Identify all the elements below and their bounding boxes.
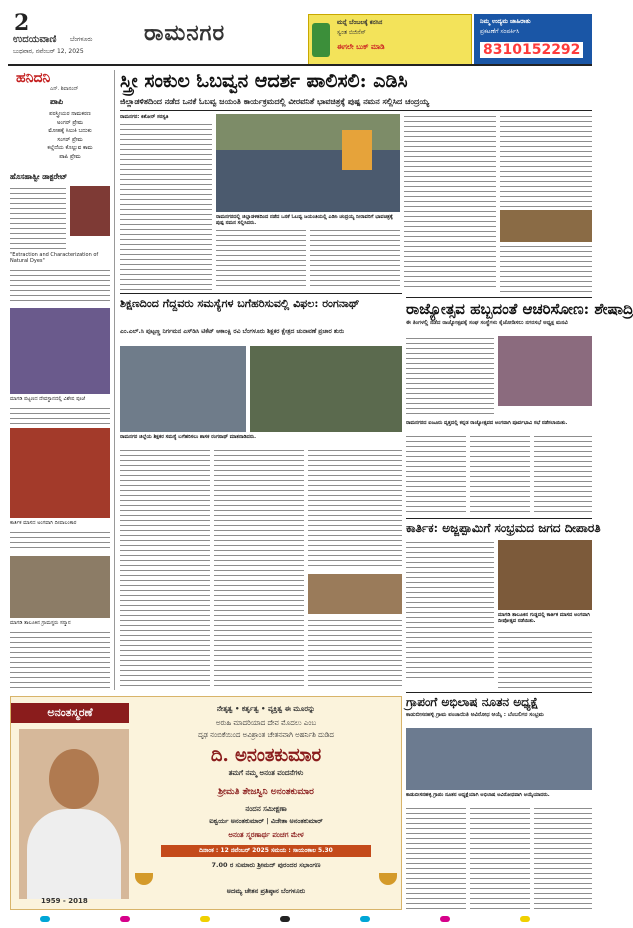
color-swatch	[440, 916, 450, 922]
page-number: 2	[14, 10, 30, 36]
lead-text-col1	[120, 122, 212, 290]
doctorate-text-2	[10, 268, 110, 302]
memorial-line3: ದೃಢ ನಂಬಿಕೆಯಿಂದ ಅವಿಶ್ರಾಂತ ಚೇತನವಾಗಿ ಅಹರ್ನಿಶಿ ದುಡಿದ	[198, 731, 334, 739]
memorial-wife: ಶ್ರೀಮತಿ ತೇಜಸ್ವಿನಿ ಅನಂತಕುಮಾರ	[218, 787, 314, 797]
ad-phone-number: 8310152292	[480, 42, 583, 58]
ad-phone-icon	[312, 23, 330, 57]
poem-line: ಮೋಹಕ್ಕೆ ಸಿಲುಕಿ ಬದುಕು	[48, 128, 92, 134]
story2-sidephoto	[308, 574, 402, 614]
ad1-line2: ಸ್ವಂತ ಬಿಜಿನೆಸ್	[337, 29, 366, 36]
poem-line: ಪಾಪಿ ಪ್ರೇಮ	[59, 153, 81, 160]
story5-photo	[406, 728, 592, 790]
lead-rule	[120, 110, 592, 111]
ad1-line1: ಮನ್ನೆ ಬೆಂಬಲಕ್ಕೆ ಕನಸಿನ	[337, 19, 383, 26]
memorial-event: ಅನಂತ ಸ್ಮರಣಾರ್ಥ ಪಂಚಗ ಮೇಳ	[228, 831, 304, 839]
story2-photo	[120, 346, 246, 432]
story3-headline: ರಾಜ್ಯೋತ್ಸವ ಹಬ್ಬದಂತೆ ಆಚರಿಸೋಣ: ಶೇಷಾದ್ರಿ	[406, 300, 633, 318]
story2-rule	[120, 293, 402, 294]
lead-photo-people	[216, 150, 400, 212]
group-photo	[10, 556, 110, 618]
story4-headline: ಕಾರ್ತಿಕ: ಅಜ್ಜಪ್ಪಾಮಿಗೆ ಸಂಭ್ರಮದ ಜಗದ ದೀಪಾರತಿ	[406, 521, 601, 535]
thesis-title: "Extraction and Characterization of Natural Dyes"	[10, 252, 99, 264]
poem-line: ಸಂಗರ್ ಪ್ರೇಮ	[57, 136, 83, 143]
group-caption-text	[10, 630, 110, 688]
lights-photo	[10, 428, 110, 518]
story3-text-col2	[406, 434, 466, 514]
memorial-portrait	[19, 729, 129, 899]
temple-photo	[10, 308, 110, 394]
hanidani-box	[10, 70, 110, 166]
lead-byline: ರಾಮನಗರ: ಕಿಶೋರ್ ಸರಸ್ವತಿ	[120, 114, 169, 120]
masthead-rule	[8, 64, 592, 66]
lead-deck: ಜಿಲ್ಲಾಡಳಿತದಿಂದ ನಡೆದ ಒನಕೆ ಓಬವ್ವ ಜಯಂತಿ ಕಾರ್ಯಕ್ರಮದಲ್ಲಿ ವೀರವನಿತೆ ಭಾವಚಿತ್ರಕ್ಕೆ ಪುಷ್ಪ ನಮನ ಸಲ್ಲಿಸಿದ ಚಂದ್ರಯ್ಯ	[120, 97, 430, 106]
story4-text-col1	[406, 540, 494, 680]
lead-photo-portrait	[342, 130, 372, 170]
story4-rule	[406, 518, 592, 519]
poem-line: ಅಂಗರ್ ಪ್ರೇಮ	[56, 119, 84, 126]
doctorate-box	[10, 172, 110, 302]
memorial-venue: 7.00 ರ ಸುಮಾರು ಶ್ರೀಮದ್ ಪುರಂದರ ಸಭಾಂಗಣ	[211, 861, 321, 869]
hanidani-title: ಹನಿದನಿ	[16, 70, 51, 86]
story3-text-col3	[470, 434, 530, 514]
top-ad-1[interactable]	[308, 14, 472, 66]
masthead	[0, 0, 600, 64]
edition: ಬೆಂಗಳೂರು	[70, 36, 93, 43]
story5-caption: ಕಾಡುಬೀಸನಹಳ್ಳಿ ಗ್ರಾಪಂ ನೂತನ ಅಧ್ಯಕ್ಷೆಯಾಗಿ ಅಭಿಲಾಷ ಅವಿರೋಧವಾಗಿ ಆಯ್ಕೆಯಾದರು.	[406, 792, 550, 798]
memorial-ad[interactable]	[10, 696, 402, 910]
story2-text-col1	[120, 448, 210, 688]
story4-text-col2	[498, 630, 592, 688]
poem-lines	[30, 110, 110, 161]
lead-inset-photo	[500, 210, 592, 242]
doctorate-headline: ಹೊಸಹಾತ್ವೀ ಡಾಕ್ಟರೇಟ್	[10, 172, 68, 181]
memorial-years: 1959 - 2018	[41, 897, 88, 905]
color-swatch	[520, 916, 530, 922]
memorial-tagline: ನೇತೃತ್ವ • ಕರ್ತೃತ್ವ • ವ್ಯಕ್ತಿತ್ವ ಈ ಮೂರನ್ನು	[216, 705, 316, 713]
story2-deck: ಎಂ.ಎಲ್.ಸಿ ಪುಟ್ಟಣ್ಣ ನಿರ್ಗಮನ ಎಸ್‌ಡಿಸಿ ಟಿಕೆಟ್ ಆಕಾಂಕ್ಷಿ ರವಿ ಬೆಂಗಳೂರು ಶಿಕ್ಷಕರ ಕ್ಷೇತ್ರದ ಚುನಾವಣೆ ಪ್ರಚಾರ ಶುರು	[120, 328, 345, 335]
memorial-label: ಅನಂತಸ್ಮರಣೆ	[11, 703, 129, 723]
poem-title: ಪಾಪಿ	[50, 97, 64, 106]
temple-caption-text	[10, 406, 110, 424]
story3-caption: ರಾಮನಗರದ ಐಜೂರು ವೃತ್ತದಲ್ಲಿ ಕನ್ನಡ ರಾಜ್ಯೋತ್ಸವದ ಅಂಗವಾಗಿ ಪೂರ್ವಭಾವಿ ಸಭೆ ನಡೆಸಲಾಯಿತು.	[406, 420, 568, 426]
story2-text-col4	[308, 618, 402, 688]
ad2-line1: ನಿಮ್ಮ ಉದ್ಯಮ ಜಾಹಿರಾತು	[480, 18, 531, 25]
group-caption: ಮಾಗಡಿ ತಾಲೂಕಿನ ಗ್ರಾಮಸ್ಥರು ಸನ್ಮಾನ	[10, 620, 71, 626]
story4-caption: ಮಾಗಡಿ ತಾಲೂಕಿನ ಗುಡ್ಡದಲ್ಲಿ ಕಾರ್ತಿಕ ಮಾಸದ ಅಂಗವಾಗಿ ದೀಪೋತ್ಸವ ನಡೆಯಿತು.	[498, 612, 590, 624]
lead-photo	[216, 114, 400, 212]
story3-text-col1	[406, 336, 494, 418]
memorial-line2: ಅರುಹಿ ಮಾದರಿಯಾದ ದೇವ ಮೊದಲು ಎಂಬ	[215, 719, 317, 727]
color-swatch	[120, 916, 130, 922]
poem-line: ಪರಸ್ತ್ರೀಯರ ನಾಮಕರಣ	[49, 111, 91, 117]
temple-caption: ಮಾಗಡಿ ಪಟ್ಟಣದ ದೇವಸ್ಥಾನದಲ್ಲಿ ವಿಶೇಷ ಪೂಜೆ	[10, 396, 86, 402]
ad1-line3: ಈಗಲೇ ಬುಕ್ ಮಾಡಿ	[337, 43, 385, 51]
hanidani-author: ಎನ್. ಶಿವಾನಂದ್	[50, 86, 79, 92]
doctorate-photo	[70, 186, 110, 236]
doctorate-text	[10, 186, 66, 250]
story3-deck: ಈ ತಿಂಗಳಲ್ಲಿ ನಡೆದ ರಾಜ್ಯೋತ್ಸವಕ್ಕೆ ಸಂಘ ಸಂಸ್ಥೆಗಳು ಕೈಜೋಡಿಸಲು ನಗರಸಭೆ ಅಧ್ಯಕ್ಷ ಮನವಿ	[406, 320, 568, 326]
story5-text-col3	[534, 806, 592, 910]
story3-text-col4	[534, 434, 592, 514]
ad2-line2: ಪ್ರಕಟಣೆಗೆ ಸಂಪರ್ಕಿಸಿ	[480, 28, 520, 35]
story2-headline: ಶಿಕ್ಷಣದಿಂದ ಗೆದ್ದವರು ಸಮಸ್ಯೆಗಳ ಬಗೆಹರಿಸುವಲ್ಲಿ ವಿಫಲ: ರಂಗನಾಥ್	[120, 297, 360, 310]
story4-photo	[498, 540, 592, 610]
memorial-family2: ಐಶ್ವರ್ಯ ಅನಂತಕುಮಾರ್ | ವಿಜೇತಾ ಅನಂತಕುಮಾರ್	[209, 817, 323, 825]
color-swatch	[360, 916, 370, 922]
story2-photo-2	[250, 346, 402, 432]
registration-marks	[0, 912, 600, 928]
portrait-face	[49, 749, 99, 809]
paper-name: ಉದಯವಾಣಿ	[13, 34, 57, 45]
memorial-org: ಅದಮ್ಯ ಚೇತನ ಪ್ರತಿಷ್ಠಾನ ಬೆಂಗಳೂರು	[226, 887, 306, 895]
column-divider	[114, 70, 115, 690]
lead-caption: ರಾಮನಗರದಲ್ಲಿ ಜಿಲ್ಲಾಡಳಿತದಿಂದ ನಡೆದ ಒನಕೆ ಓಬವ್ವ ಜಯಂತಿಯಲ್ಲಿ ಎಡಿಸಿ ಚಂದ್ರಯ್ಯ ನೀರಾವರಿಗೆ ಭಾವಚಿತ್ರಕ್ಕೆ ಪುಷ್ಪ ನಮನ ಸಲ್ಲಿಸಿದರು.	[216, 214, 393, 226]
date-line: ಬುಧವಾರ, ನವೆಂಬರ್ 12, 2025	[13, 48, 84, 55]
lead-text-col5	[500, 114, 592, 294]
lead-text-col2	[216, 228, 306, 290]
story2-text-col3	[308, 448, 402, 568]
story5-headline: ಗ್ರಾಪಂಗೆ ಅಭಿಲಾಷ ನೂತನ ಅಧ್ಯಕ್ಷೆ	[406, 695, 539, 709]
memorial-datebar: ದಿನಾಂಕ : 12 ನವೆಂಬರ್ 2025 ಸಮಯ : ಸಾಯಂಕಾಲ 5.30	[161, 845, 371, 857]
lamp-icon	[379, 873, 397, 885]
color-swatch	[40, 916, 50, 922]
story3-photo	[498, 336, 592, 406]
story5-text-col2	[470, 806, 530, 910]
lights-caption-text	[10, 530, 110, 552]
top-ad-2[interactable]	[474, 14, 592, 64]
color-swatch	[280, 916, 290, 922]
poem-line: ಕಲ್ಲೆದೆಯ ಕೊಲ್ಲುವ ಕಾಮ	[47, 145, 93, 151]
portrait-body	[27, 809, 121, 899]
story3-rule	[406, 297, 592, 298]
memorial-subtitle: ತಮಗೆ ನಮ್ಮ ಅನಂತ ವಂದನೆಗಳು	[228, 769, 304, 777]
memorial-name: ದಿ. ಅನಂತಕುಮಾರ	[210, 745, 322, 766]
story5-text-col1	[406, 806, 466, 910]
story2-caption: ರಾಮನಗರ ಜಿಲ್ಲೆಯ ಶಿಕ್ಷಕರ ಸಮಸ್ಯೆ ಬಗೆಹರಿಸಲು ಶಾಸಕ ರಂಗನಾಥ್ ಮಾತನಾಡಿದರು.	[120, 434, 257, 440]
lamp-icon	[135, 873, 153, 885]
lead-text-col3	[310, 228, 400, 290]
lead-text-col4	[404, 114, 496, 290]
section-title: ರಾಮನಗರ	[144, 20, 226, 46]
story2-text-col2	[214, 448, 304, 688]
color-swatch	[200, 916, 210, 922]
lead-headline: ಸ್ತ್ರೀ ಸಂಕುಲ ಓಬವ್ವನ ಆದರ್ಶ ಪಾಲಿಸಲಿ: ಎಡಿಸಿ	[120, 70, 408, 92]
lights-caption: ಕಾರ್ತಿಕ ಮಾಸದ ಅಂಗವಾಗಿ ದೀಪಾಲಂಕಾರ	[10, 520, 77, 526]
story5-deck: ಕಾಡುಬೀಸನಹಳ್ಳಿ ಗ್ರಾಮ ಪಂಚಾಯಿತಿ ಅವಿರೋಧ ಆಯ್ಕೆ : ಬೆಂಬಲಿಗರ ಸಂಭ್ರಮ	[406, 712, 544, 718]
memorial-family1: ನಂದನ ಸಮೀಕ್ಷಣಾ	[245, 805, 287, 813]
story5-rule	[406, 692, 592, 693]
